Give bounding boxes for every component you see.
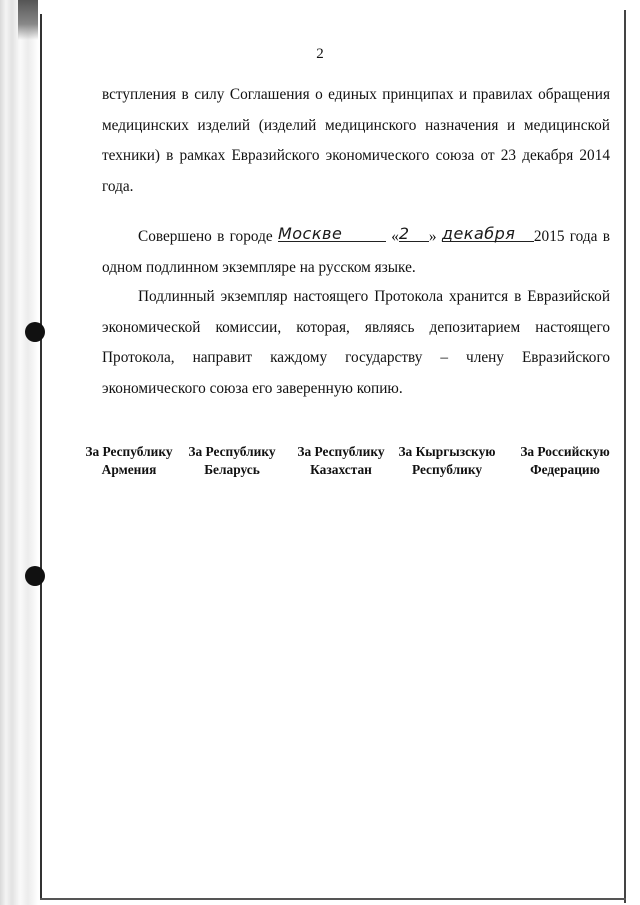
signatory-armenia-line2: Армения — [101, 462, 157, 477]
handwritten-day: 2 — [398, 224, 410, 243]
signatory-armenia — [74, 443, 184, 479]
paragraph-depositary-text: Подлинный экземпляр настоящего Протокола хранится в Евразийской экономической комиссии, которая, являясь депозитарием настоящего Протокола, направит каждому государству – члену Евразийского экономического союза его заверенную копию. — [102, 288, 610, 397]
page-number: 2 — [316, 46, 324, 62]
signatory-belarus-line2: Беларусь — [204, 462, 260, 477]
paragraph-done-in-city — [102, 222, 610, 283]
binding-hole-top — [25, 322, 45, 342]
paragraph-depositary — [102, 282, 610, 404]
signatory-russia-line1: За Российскую — [520, 444, 610, 459]
bottom-border-line — [40, 898, 626, 900]
day-fill-line — [399, 224, 429, 242]
signatory-kazakhstan — [286, 443, 396, 479]
signatory-belarus-line1: За Республику — [188, 444, 276, 459]
signatory-kyrgyzstan-line2: Республику — [411, 462, 483, 477]
handwritten-month: декабря — [441, 224, 516, 243]
done-in-city-suffix: 2015 года в одном подлинном экземпляре на русском языке. — [102, 228, 610, 276]
open-quote: « — [391, 228, 399, 245]
close-quote: » — [428, 228, 437, 245]
signatory-kazakhstan-line2: Казахстан — [310, 462, 372, 477]
month-fill-line — [442, 224, 534, 242]
handwritten-city: Москве — [277, 224, 343, 243]
paragraph-agreement-reference: вступления в силу Соглашения о единых принципах и правилах обращения медицинских изделий (изделий медицинского назначения и медицинской техники) в рамках Евразийского экономического союза от 23 декабря 2014 года. — [102, 86, 610, 195]
done-in-city-prefix: Совершено в городе — [138, 228, 273, 245]
signatory-russia-line2: Федерацию — [530, 462, 600, 477]
city-fill-line — [278, 224, 386, 242]
signatories-row — [74, 443, 620, 483]
signatory-russia — [510, 443, 620, 479]
binding-hole-bottom — [25, 566, 45, 586]
signatory-armenia-line1: За Республику — [85, 444, 173, 459]
scan-shadow-corner — [18, 0, 38, 40]
signatory-belarus — [177, 443, 287, 479]
signatory-kyrgyzstan — [392, 443, 502, 479]
signatory-kyrgyzstan-line1: За Кыргызскую — [398, 444, 496, 459]
signatory-kazakhstan-line1: За Республику — [297, 444, 385, 459]
